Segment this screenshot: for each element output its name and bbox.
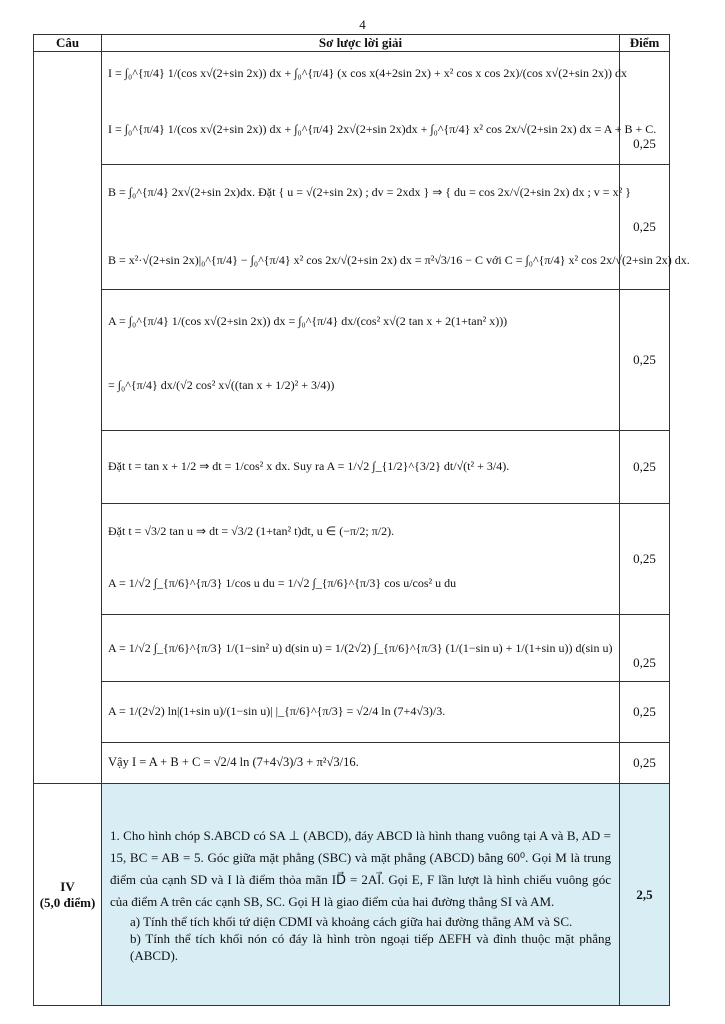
solution-cell	[102, 431, 620, 504]
question-number: IV	[60, 878, 75, 894]
score-cell: 0,25	[620, 431, 670, 504]
table-row	[34, 743, 670, 784]
solution-cell	[102, 504, 620, 615]
table-row	[34, 682, 670, 743]
question-text-cell	[102, 784, 620, 1006]
table-row	[34, 431, 670, 504]
table-row	[34, 52, 670, 165]
table-row-question-4	[34, 784, 670, 1006]
math-line: A = 1/√2 ∫_{π/6}^{π/3} 1/(1−sin² u) d(sin u) = 1/(2√2) ∫_{π/6}^{π/3} (1/(1−sin u) + 1/(1+sin u)) d(sin u)	[108, 641, 613, 655]
question-label-cell	[34, 784, 102, 1006]
question-part-b: b) Tính thể tích khối nón có đáy là hình tròn ngoại tiếp ΔEFH và đỉnh thuộc mặt phẳng (ABCD).	[130, 931, 611, 963]
score-cell: 0,25	[620, 504, 670, 615]
question-points: (5,0 điểm)	[39, 894, 96, 910]
math-line: Đặt t = √3/2 tan u ⇒ dt = √3/2 (1+tan² t)dt, u ∈ (−π/2; π/2).	[108, 524, 395, 538]
math-line: = ∫₀^{π/4} dx/(√2 cos² x√((tan x + 1/2)² + 3/4))	[108, 378, 335, 392]
question-intro: 1. Cho hình chóp S.ABCD có SA ⊥ (ABCD), đáy ABCD là hình thang vuông tại A và B, AD = 15, BC = AB = 5. Góc giữa mặt phẳng (SBC) và mặt phẳng (ABCD) bằng 60⁰. Gọi M là trung điểm của cạnh SD và I là điểm thỏa mãn ID⃗ = 2AI⃗. Gọi E, F lần lượt là hình chiếu vuông góc của điểm A trên các cạnh SB, SC. Gọi H là giao điểm của hai đường thẳng SI và AM.	[110, 828, 611, 909]
math-line: A = 1/(2√2) ln|(1+sin u)/(1−sin u)| |_{π/6}^{π/3} = √2/4 ln (7+4√3)/3.	[108, 704, 446, 718]
header-row	[34, 35, 670, 52]
math-line: Đặt t = tan x + 1/2 ⇒ dt = 1/cos² x dx. Suy ra A = 1/√2 ∫_{1/2}^{3/2} dt/√(t² + 3/4).	[108, 459, 510, 473]
solution-cell	[102, 290, 620, 431]
solution-table	[33, 34, 690, 1006]
score-cell: 0,25	[620, 290, 670, 431]
math-line: A = 1/√2 ∫_{π/6}^{π/3} 1/cos u du = 1/√2 ∫_{π/6}^{π/3} cos u/cos² u du	[108, 576, 457, 590]
score-cell: 0,25	[620, 615, 670, 682]
math-line: Vậy I = A + B + C = √2/4 ln (7+4√3)/3 + π²√3/16.	[108, 755, 359, 769]
solution-cell	[102, 615, 620, 682]
math-line: A = ∫₀^{π/4} 1/(cos x√(2+sin 2x)) dx = ∫₀^{π/4} dx/(cos² x√(2 tan x + 2(1+tan² x)))	[108, 314, 508, 328]
table-row	[34, 504, 670, 615]
math-line: I = ∫₀^{π/4} 1/(cos x√(2+sin 2x)) dx + ∫₀^{π/4} (x cos x(4+2sin 2x) + x² cos x cos 2x)/(cos x√(2+sin 2x)) dx	[108, 66, 628, 80]
solution-cell	[102, 682, 620, 743]
header-solution: Sơ lược lời giải	[102, 35, 620, 52]
table-row	[34, 165, 670, 290]
score-cell: 0,25	[620, 743, 670, 784]
score-cell: 0,25	[620, 52, 670, 165]
table-row	[34, 290, 670, 431]
header-score: Điểm	[620, 35, 670, 52]
math-line: I = ∫₀^{π/4} 1/(cos x√(2+sin 2x)) dx + ∫₀^{π/4} 2x√(2+sin 2x)dx + ∫₀^{π/4} x² cos 2x/√(2+sin 2x) dx = A + B + C.	[108, 122, 657, 136]
score-cell: 0,25	[620, 165, 670, 290]
question-part-a: a) Tính thể tích khối tứ diện CDMI và khoảng cách giữa hai đường thẳng AM và SC.	[130, 914, 573, 929]
score-cell: 0,25	[620, 682, 670, 743]
score-cell: 2,5	[620, 784, 670, 1006]
page-number: 4	[359, 17, 366, 32]
table-row	[34, 615, 670, 682]
solution-cell	[102, 743, 620, 784]
math-line: B = ∫₀^{π/4} 2x√(2+sin 2x)dx. Đặt { u = √(2+sin 2x) ; dv = 2xdx } ⇒ { du = cos 2x/√(2+sin 2x) dx ; v = x² }	[108, 185, 631, 199]
math-line: B = x²·√(2+sin 2x)|₀^{π/4} − ∫₀^{π/4} x² cos 2x/√(2+sin 2x) dx = π²√3/16 − C với C = ∫₀^{π/4} x² cos 2x/√(2+sin 2x) dx.	[108, 253, 690, 267]
header-question: Câu	[34, 35, 102, 52]
question-cell-empty	[34, 52, 102, 784]
